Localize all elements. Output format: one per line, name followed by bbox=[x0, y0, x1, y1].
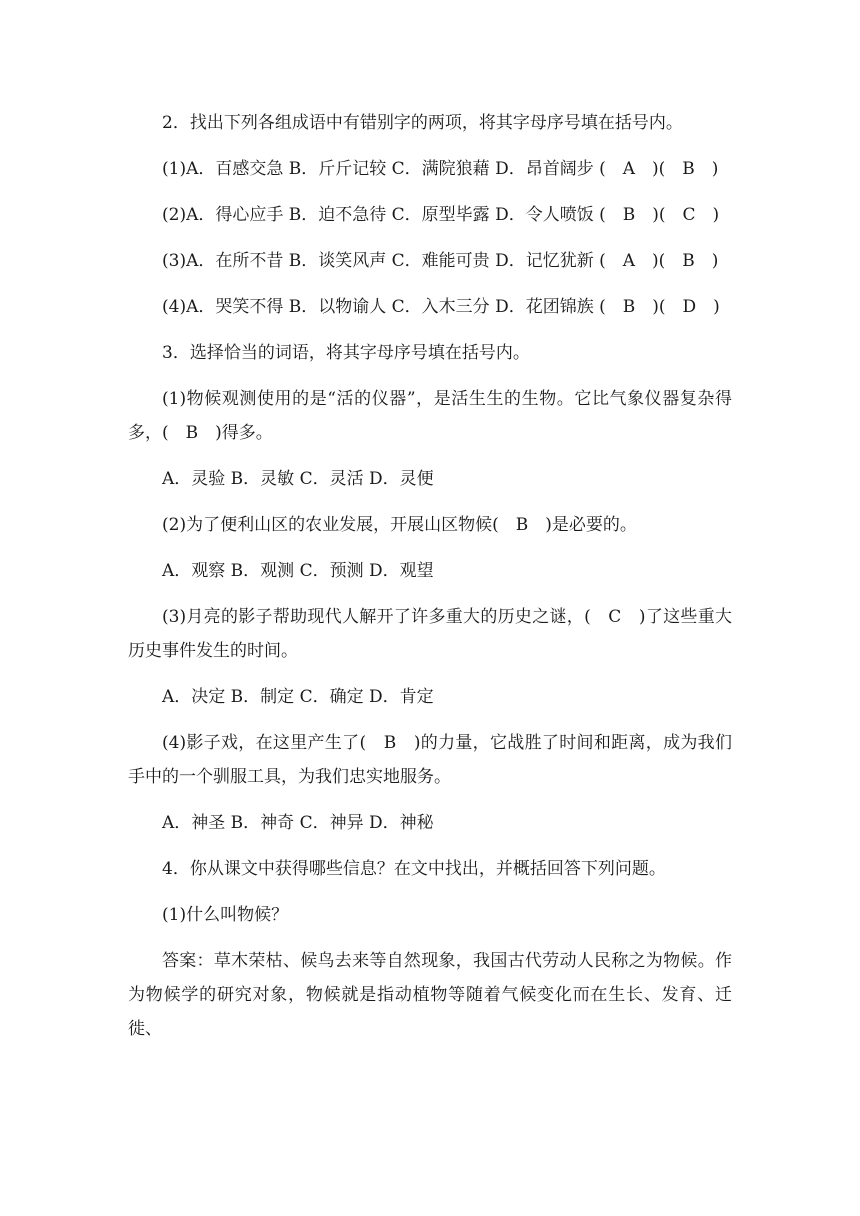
question-2-item-1: (1)A．百感交急 B．斤斤记较 C．满院狼藉 D．昂首阔步 ( A )( B ) bbox=[162, 159, 719, 179]
document-content bbox=[128, 110, 732, 1046]
question-3-sub-3-options: A．决定 B．制定 C．确定 D．肯定 bbox=[162, 687, 434, 707]
question-3-sub-4: (4)影子戏，在这里产生了( B )的力量，它战胜了时间和距离，成为我们手中的一个驯服工具，为我们忠实地服务。 bbox=[128, 733, 732, 787]
question-3-sub-2-options: A．观察 B．观测 C．预测 D．观望 bbox=[162, 561, 434, 581]
question-3-sub-1: (1)物候观测使用的是“活的仪器”，是活生生的生物。它比气象仪器复杂得多，( B )得多。 bbox=[128, 389, 732, 443]
question-3-title: 3．选择恰当的词语，将其字母序号填在括号内。 bbox=[162, 343, 530, 363]
question-4-sub-1: (1)什么叫物候？ bbox=[162, 905, 289, 925]
question-3-sub-4-options: A．神圣 B．神奇 C．神异 D．神秘 bbox=[162, 813, 434, 833]
question-2-item-2: (2)A．得心应手 B．迫不急待 C．原型毕露 D．令人喷饭 ( B )( C ) bbox=[162, 205, 720, 225]
question-2-title: 2．找出下列各组成语中有错别字的两项，将其字母序号填在括号内。 bbox=[162, 113, 683, 133]
question-2-item-3: (3)A．在所不昔 B．谈笑风声 C．难能可贵 D．记忆犹新 ( A )( B ) bbox=[162, 251, 719, 271]
question-4-title: 4．你从课文中获得哪些信息？在文中找出，并概括回答下列问题。 bbox=[162, 859, 666, 879]
question-2-item-4: (4)A．哭笑不得 B．以物谕人 C．入木三分 D．花团锦族 ( B )( D ) bbox=[162, 297, 720, 317]
question-3-sub-2: (2)为了便利山区的农业发展，开展山区物候( B )是必要的。 bbox=[162, 515, 637, 535]
question-4-answer-1: 答案：草木荣枯、候鸟去来等自然现象，我国古代劳动人民称之为物候。作为物候学的研究对象，物候就是指动植物等随着气候变化而在生长、发育、迁徙、 bbox=[128, 951, 732, 1039]
question-3-sub-1-options: A．灵验 B．灵敏 C．灵活 D．灵便 bbox=[162, 469, 434, 489]
question-3-sub-3: (3)月亮的影子帮助现代人解开了许多重大的历史之谜，( C )了这些重大历史事件发生的时间。 bbox=[128, 607, 732, 661]
